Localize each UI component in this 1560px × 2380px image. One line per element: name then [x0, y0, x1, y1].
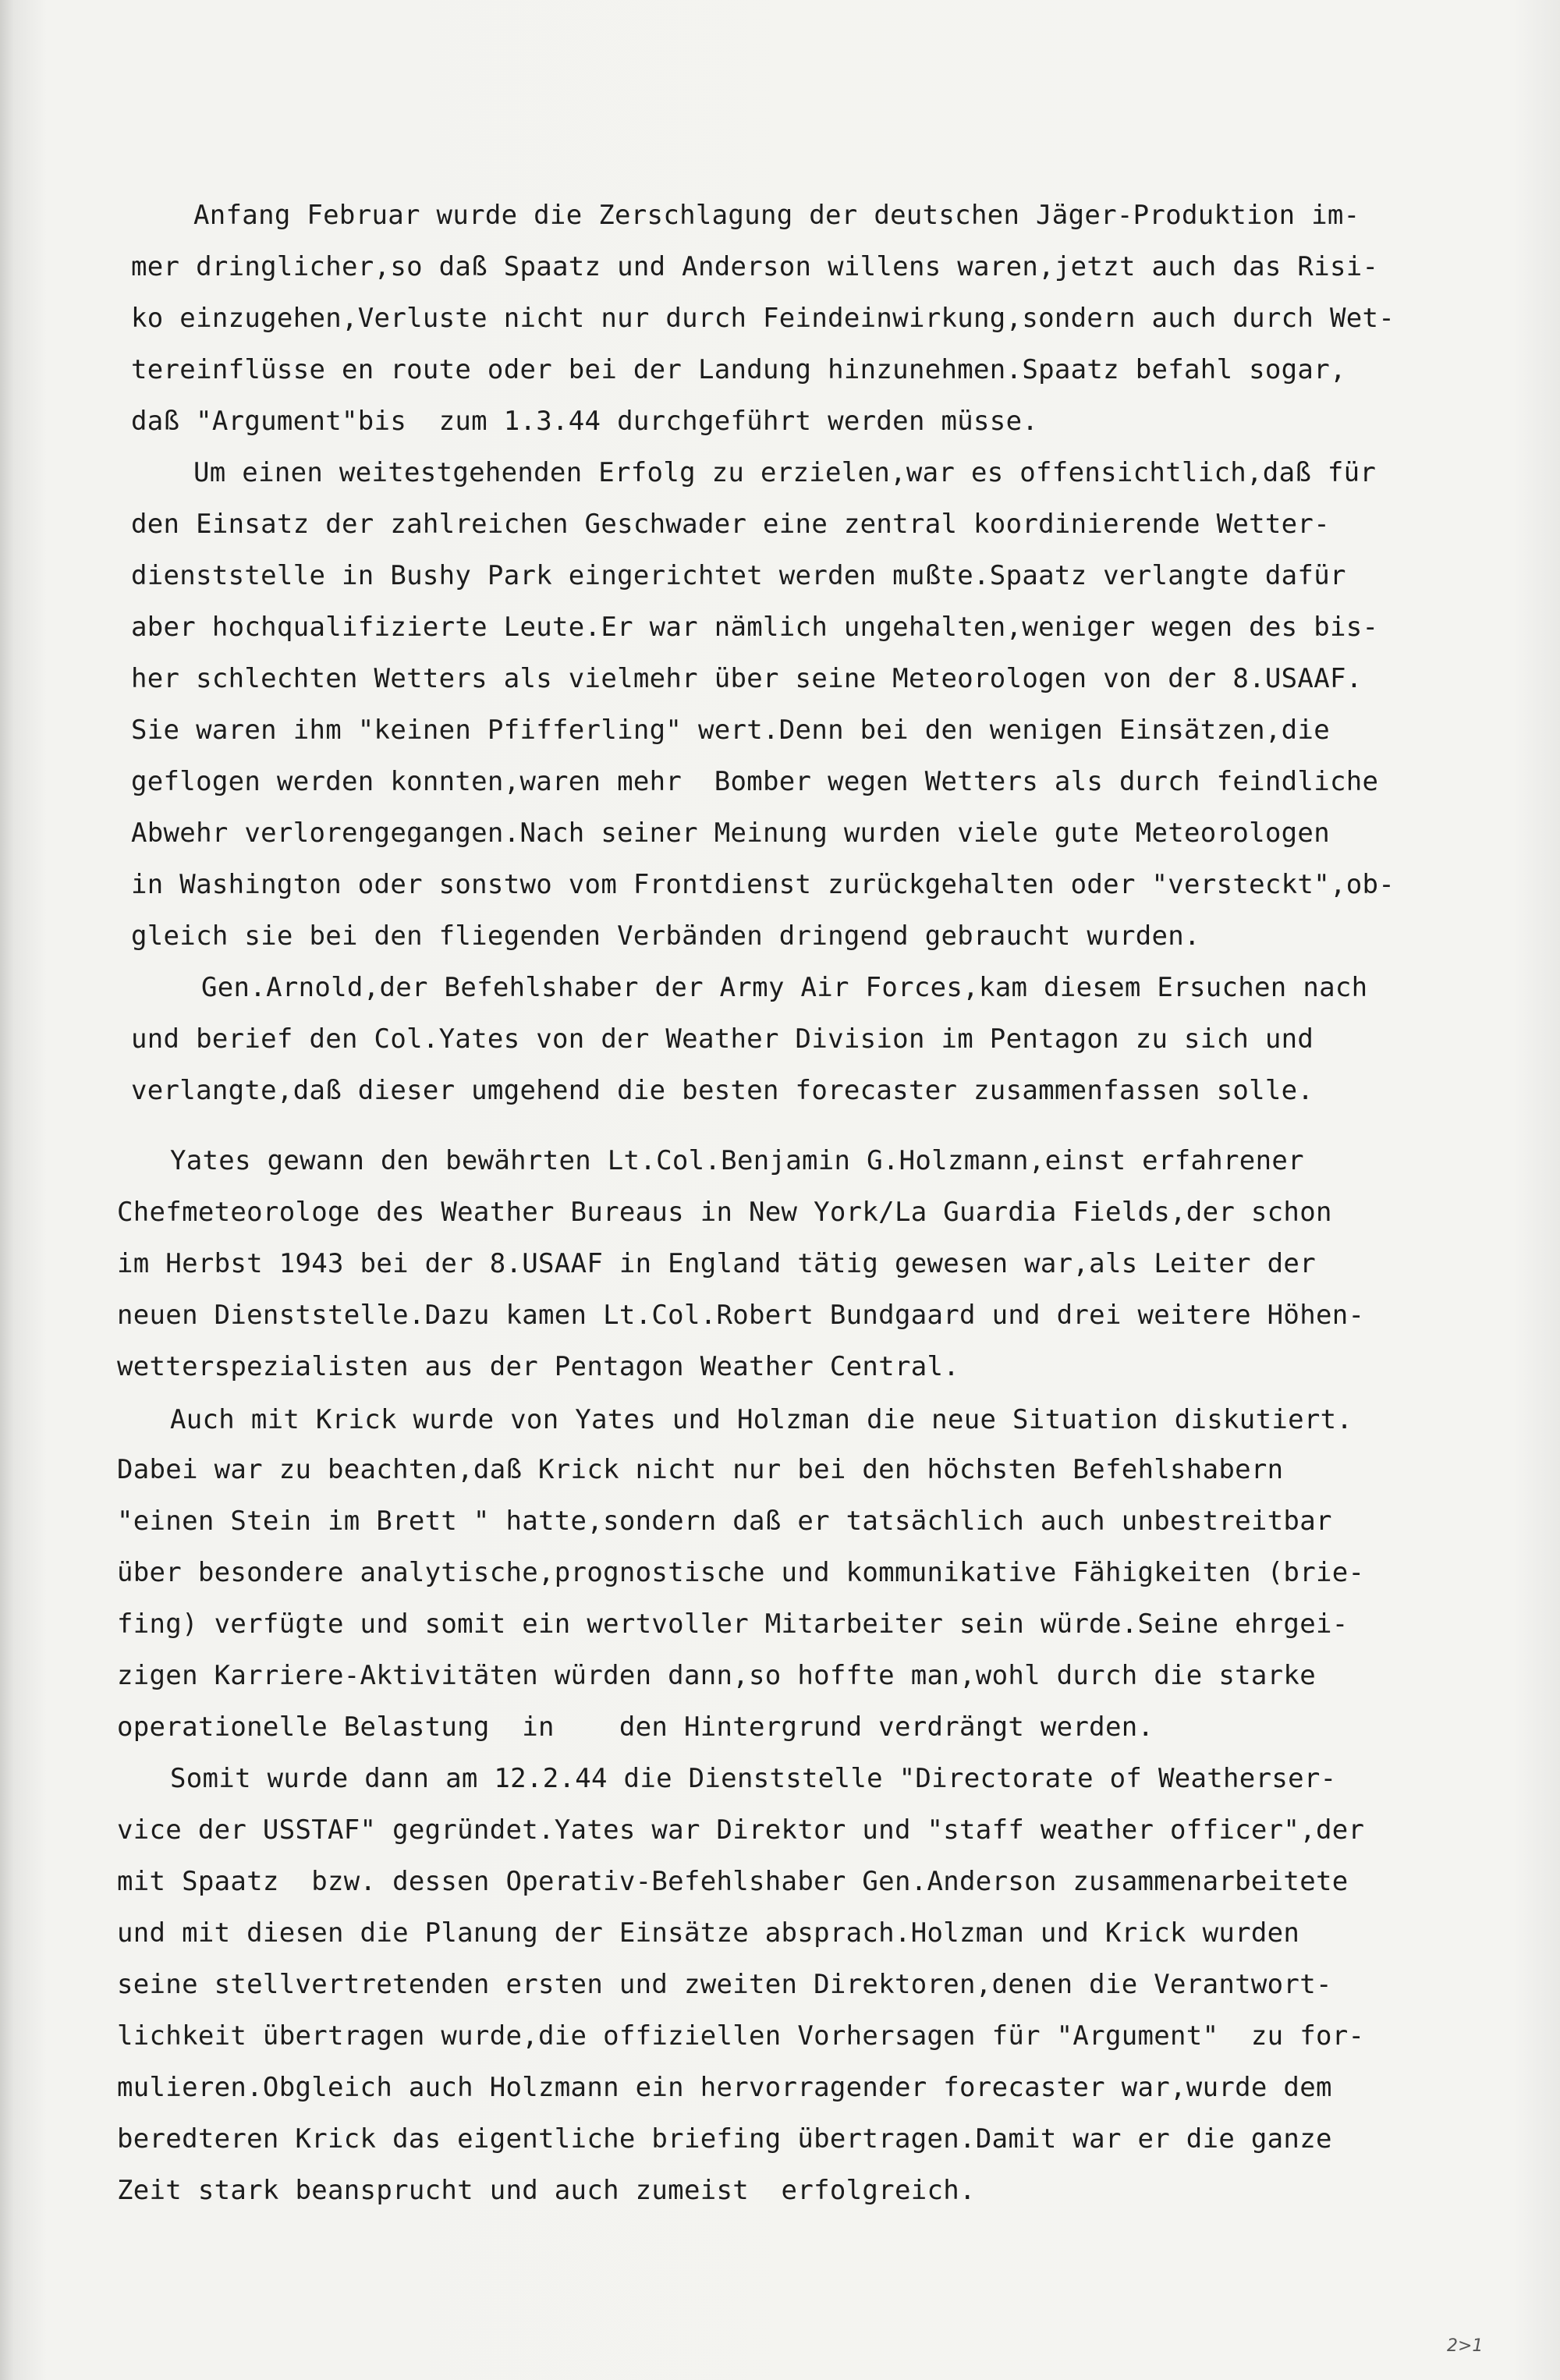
text-line: tereinflüsse en route oder bei der Landung hinzunehmen.Spaatz befahl sogar,: [131, 354, 1346, 385]
text-line: Auch mit Krick wurde von Yates und Holzman die neue Situation diskutiert.: [170, 1404, 1353, 1435]
text-line: geflogen werden konnten,waren mehr Bomber wegen Wetters als durch feindliche: [131, 766, 1379, 797]
text-line: Dabei war zu beachten,daß Krick nicht nur bei den höchsten Befehlshabern: [117, 1454, 1284, 1485]
text-line: verlangte,daß dieser umgehend die besten forecaster zusammenfassen solle.: [131, 1075, 1314, 1106]
text-line: lichkeit übertragen wurde,die offiziellen Vorhersagen für "Argument" zu for-: [117, 2020, 1365, 2052]
text-line: operationelle Belastung in den Hintergrund verdrängt werden.: [117, 1711, 1154, 1743]
text-line: fing) verfügte und somit ein wertvoller Mitarbeiter sein würde.Seine ehrgei-: [117, 1609, 1349, 1640]
page-number: 2>1: [1447, 2336, 1484, 2356]
text-line: und berief den Col.Yates von der Weather Division im Pentagon zu sich und: [131, 1023, 1314, 1055]
text-line: vice der USSTAF" gegründet.Yates war Direktor und "staff weather officer",der: [117, 1814, 1365, 1846]
text-line: den Einsatz der zahlreichen Geschwader eine zentral koordinierende Wetter-: [131, 509, 1330, 540]
text-line: aber hochqualifizierte Leute.Er war nämlich ungehalten,weniger wegen des bis-: [131, 612, 1379, 643]
text-line: gleich sie bei den fliegenden Verbänden dringend gebraucht wurden.: [131, 920, 1200, 952]
text-line: Somit wurde dann am 12.2.44 die Dienststelle "Directorate of Weatherser-: [170, 1763, 1337, 1794]
text-line: im Herbst 1943 bei der 8.USAAF in England tätig gewesen war,als Leiter der: [117, 1248, 1316, 1279]
text-line: wetterspezialisten aus der Pentagon Weather Central.: [117, 1351, 960, 1382]
text-line: "einen Stein im Brett " hatte,sondern daß er tatsächlich auch unbestreitbar: [117, 1506, 1332, 1537]
text-line: neuen Dienststelle.Dazu kamen Lt.Col.Robert Bundgaard und drei weitere Höhen-: [117, 1300, 1365, 1331]
text-line: Yates gewann den bewährten Lt.Col.Benjamin G.Holzmann,einst erfahrener: [170, 1145, 1304, 1176]
text-line: Um einen weitestgehenden Erfolg zu erzielen,war es offensichtlich,daß für: [193, 457, 1377, 488]
text-line: Anfang Februar wurde die Zerschlagung der deutschen Jäger-Produktion im-: [193, 200, 1360, 231]
text-line: mulieren.Obgleich auch Holzmann ein hervorragender forecaster war,wurde dem: [117, 2072, 1332, 2103]
text-line: dienststelle in Bushy Park eingerichtet werden mußte.Spaatz verlangte dafür: [131, 560, 1346, 591]
text-line: und mit diesen die Planung der Einsätze absprach.Holzman und Krick wurden: [117, 1917, 1300, 1949]
text-line: seine stellvertretenden ersten und zweiten Direktoren,denen die Verantwort-: [117, 1969, 1332, 2000]
text-line: beredteren Krick das eigentliche briefing übertragen.Damit war er die ganze: [117, 2123, 1332, 2155]
text-line: mer dringlicher,so daß Spaatz und Anderson willens waren,jetzt auch das Risi-: [131, 251, 1379, 282]
text-line: Chefmeteorologe des Weather Bureaus in New York/La Guardia Fields,der schon: [117, 1197, 1332, 1228]
text-line: Sie waren ihm "keinen Pfifferling" wert.Denn bei den wenigen Einsätzen,die: [131, 715, 1330, 746]
text-line: Abwehr verlorengegangen.Nach seiner Meinung wurden viele gute Meteorologen: [131, 818, 1330, 849]
text-line: ko einzugehen,Verluste nicht nur durch Feindeinwirkung,sondern auch durch Wet-: [131, 303, 1395, 334]
text-line: Gen.Arnold,der Befehlshaber der Army Air Forces,kam diesem Ersuchen nach: [201, 972, 1368, 1003]
text-line: zigen Karriere-Aktivitäten würden dann,so hoffte man,wohl durch die starke: [117, 1660, 1316, 1691]
text-line: mit Spaatz bzw. dessen Operativ-Befehlshaber Gen.Anderson zusammenarbeitete: [117, 1866, 1349, 1897]
text-line: Zeit stark beansprucht und auch zumeist erfolgreich.: [117, 2175, 976, 2206]
text-line: daß "Argument"bis zum 1.3.44 durchgeführt werden müsse.: [131, 406, 1039, 437]
text-line: her schlechten Wetters als vielmehr über seine Meteorologen von der 8.USAAF.: [131, 663, 1363, 694]
text-line: über besondere analytische,prognostische und kommunikative Fähigkeiten (brie-: [117, 1557, 1365, 1588]
text-line: in Washington oder sonstwo vom Frontdienst zurückgehalten oder "versteckt",ob-: [131, 869, 1395, 900]
